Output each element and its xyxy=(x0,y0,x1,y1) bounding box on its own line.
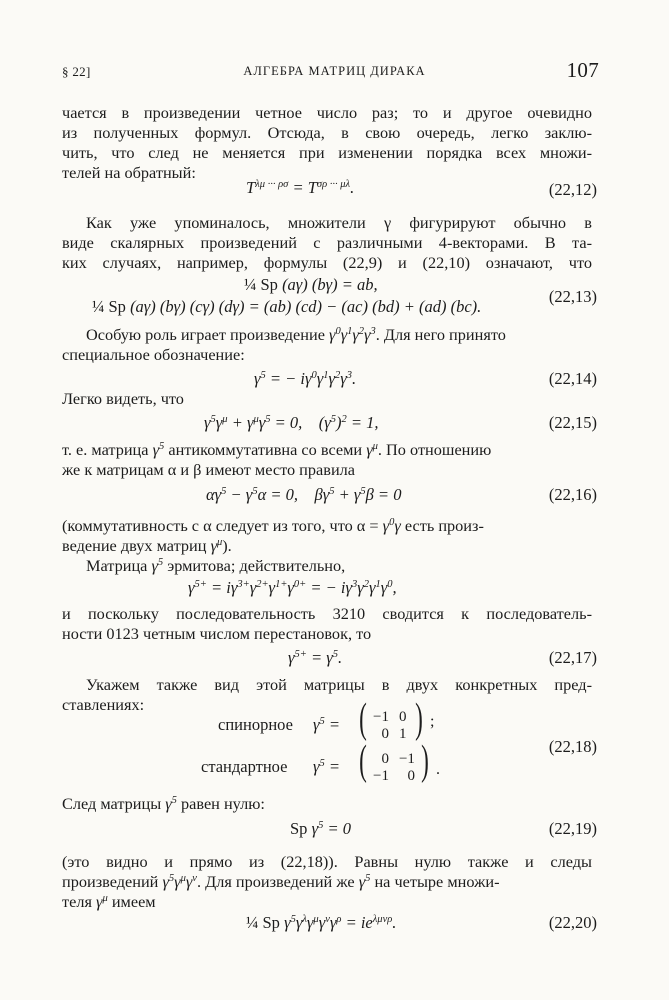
text-line: виде скалярных произведений с различными 4-векторами. В та- xyxy=(62,233,592,252)
equation-22-13-b: ¼ Sp (aγ) (bγ) (cγ) (dγ) = (ab) (cd) − (ac) (bd) + (ad) (bc). xyxy=(92,297,482,316)
text-fragment: произведений xyxy=(62,872,159,891)
matrix-cell: −1 xyxy=(373,768,389,784)
matrix-cell: 0 xyxy=(381,726,389,742)
standard-label: стандартное xyxy=(201,757,288,776)
paragraph-5: т. е. матрица $\gamma^5$ антикоммутативна со всеми $\gamma^\mu$. По отношению же к матрицам α и β имеют место правила xyxy=(62,440,592,480)
matrix-cell: 1 xyxy=(398,726,407,742)
section-marker: § 22] xyxy=(62,64,91,79)
paragraph-8 xyxy=(62,604,592,644)
equation-22-17: $\gamma^{5+} = \gamma^5$. xyxy=(288,648,343,667)
text-line: Легко видеть, что xyxy=(62,389,184,408)
equation-22-14: $\gamma^5$ = − $i\gamma^0\gamma^1\gamma^2\gamma^3$. xyxy=(254,369,357,388)
paragraph-11: (это видно и прямо из (22,18)). Равны нулю также и следы произведений $\gamma^5\gamma^\mu\gamma^\nu$. Для произведений же $\gamma^5$ на четыре множи- теля $\gamma^\mu$ имеем xyxy=(62,852,592,911)
standard-gamma5: $\gamma^5$ = xyxy=(313,757,341,776)
paragraph-6: (коммутативность с α следует из того, что $\alpha = \gamma^0\gamma$ есть произ- ведение двух матриц $\gamma^\mu$). xyxy=(62,516,484,555)
text-fragment: ведение двух матриц xyxy=(62,536,207,555)
running-title: АЛГЕБРА МАТРИЦ ДИРАКА xyxy=(243,64,426,78)
text-line: и поскольку последовательность 3210 сводится к последователь- xyxy=(62,604,592,623)
text-fragment: (коммутативность с α следует из того, что α = xyxy=(62,516,379,535)
text-line: ности 0123 четным числом перестановок, то xyxy=(62,624,372,643)
equation-number: (22,16) xyxy=(548,485,597,504)
paragraph-2 xyxy=(62,213,592,273)
spinor-label: спинорное xyxy=(218,715,293,734)
standard-matrix: ( 0 −1 −1 0 ) . xyxy=(359,738,440,784)
text-fragment: равен нулю: xyxy=(181,794,265,813)
text-fragment: . Для произведений же xyxy=(196,872,355,891)
equation-number: (22,15) xyxy=(548,413,597,432)
equation-22-16: $\alpha\gamma^5 - \gamma^5\alpha = 0$, $\beta\gamma^5 + \gamma^5\beta = 0$ xyxy=(206,485,402,504)
equation-22-19: Sp $\gamma^5 = 0$ xyxy=(290,819,351,838)
text-fragment: . Для него принято xyxy=(375,325,506,344)
text-line: из полученных формул. Отсюда, в свою очередь, легко заклю- xyxy=(62,123,592,142)
matrix-cell: 0 xyxy=(407,768,415,784)
page-number: 107 xyxy=(566,58,599,82)
spinor-gamma5: $\gamma^5$ = xyxy=(313,715,341,734)
text-fragment: теля xyxy=(62,892,92,911)
matrix-cell: 0 xyxy=(398,709,407,725)
equation-22-20: ¼ Sp $\gamma^5\gamma^\lambda\gamma^\mu\gamma^\nu\gamma^\rho = ie^{\lambda\mu\nu\rho}$. xyxy=(246,913,397,932)
paragraph-7: Матрица $\gamma^5$ эрмитова; действительно, xyxy=(86,556,346,575)
text-line: чить, что след не меняется при изменении порядка всех множи- xyxy=(62,143,592,162)
paragraph-4 xyxy=(62,389,592,409)
matrix-cell: −1 xyxy=(398,751,415,767)
equation-number: (22,20) xyxy=(548,913,597,932)
text-fragment: имеем xyxy=(111,892,156,911)
text-line: же к матрицам α и β имеют место правила xyxy=(62,460,356,479)
equation-number: (22,17) xyxy=(548,648,597,667)
equation-hermitian-chain: $\gamma^{5+} = i\gamma^{3+}\gamma^{2+}\gamma^{1+}\gamma^{0+}$ = − $i\gamma^3\gamma^2\gamma^1\gamma^0$, xyxy=(188,578,397,597)
text-line: телей на обратный: xyxy=(62,163,196,182)
equation-number: (22,13) xyxy=(548,287,597,306)
equation-22-15: $\gamma^5\gamma^\mu + \gamma^\mu\gamma^5 = 0$, $(\gamma^5)^2 = 1$, xyxy=(204,413,379,432)
equation-22-12: $T^{\lambda\mu \cdot\cdot\cdot \rho\sigma} = T^{\sigma\rho \cdot\cdot\cdot \mu\lambda}$. xyxy=(246,178,355,197)
text-fragment: т. е. матрица xyxy=(62,440,149,459)
text-line: (это видно и прямо из (22,18)). Равны нулю также и следы xyxy=(62,852,592,871)
text-line: ставлениях: xyxy=(62,695,145,714)
text-line: Укажем также вид этой матрицы в двух конкретных пред- xyxy=(86,675,592,694)
matrix-cell: 0 xyxy=(381,751,389,767)
text-fragment: есть произ- xyxy=(404,516,484,535)
text-line: ких случаях, например, формулы (22,9) и (22,10) означают, что xyxy=(62,253,592,272)
text-fragment: антикоммутативна со всеми xyxy=(168,440,363,459)
equation-number: (22,18) xyxy=(548,737,597,756)
text-line: чается в произведении четное число раз; то и другое очевидно xyxy=(62,103,592,122)
equation-number: (22,14) xyxy=(548,369,597,388)
matrix-cell: −1 xyxy=(373,709,389,725)
equation-22-13-a: ¼ Sp (aγ) (bγ) = ab, xyxy=(244,275,378,294)
text-fragment: След матрицы xyxy=(62,794,162,813)
paragraph-3: Особую роль играет произведение $\gamma^0\gamma^1\gamma^2\gamma^3$. Для него принято специальное обозначение: xyxy=(62,325,592,365)
paragraph-1 xyxy=(62,103,592,183)
text-fragment: Матрица xyxy=(86,556,148,575)
paragraph-9 xyxy=(62,675,592,715)
equation-number: (22,19) xyxy=(548,819,597,838)
text-fragment: ). xyxy=(222,536,232,555)
text-line: Как уже упоминалось, множители γ фигурируют обычно в xyxy=(86,213,592,232)
paragraph-10: След матрицы $\gamma^5$ равен нулю: xyxy=(62,794,265,813)
spinor-matrix: ( −1 0 0 1 ) ; xyxy=(359,696,435,742)
text-line: специальное обозначение: xyxy=(62,345,245,364)
text-fragment: на четыре множи- xyxy=(374,872,500,891)
text-fragment: . По отношению xyxy=(377,440,492,459)
text-fragment: эрмитова; действительно, xyxy=(167,556,346,575)
equation-number: (22,12) xyxy=(548,180,597,199)
text-fragment: Особую роль играет произведение xyxy=(86,325,325,344)
